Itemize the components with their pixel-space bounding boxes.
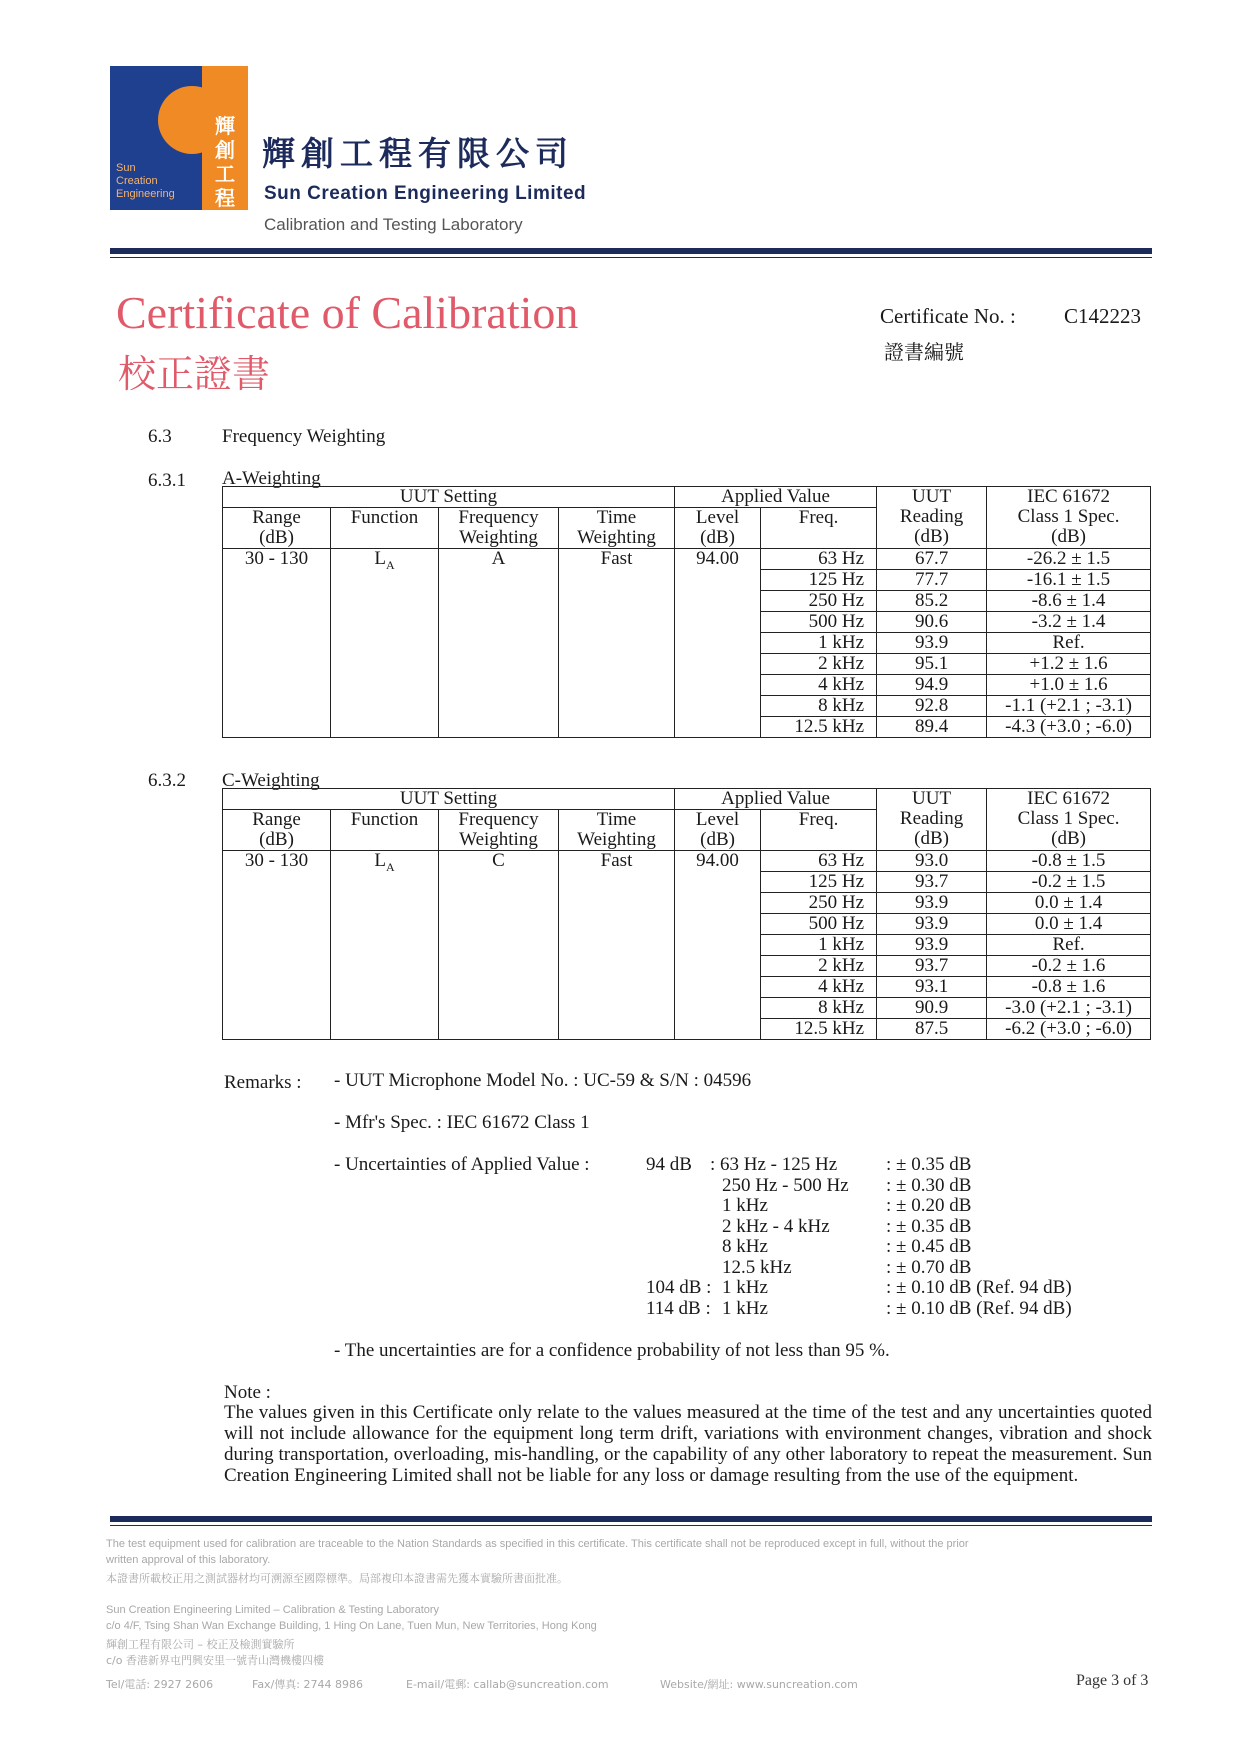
- uncert-frequency: 250 Hz - 500 Hz: [722, 1174, 849, 1196]
- spec-cell: -1.1 (+2.1 ; -3.1): [987, 696, 1151, 717]
- header-divider: [110, 248, 1152, 254]
- remark-microphone: - UUT Microphone Model No. : UC-59 & S/N : 04596: [334, 1070, 752, 1091]
- certificate-title-cn: 校正證書: [118, 352, 271, 396]
- uncert-value: : ± 0.35 dB: [886, 1154, 972, 1175]
- remarks-label: Remarks :: [224, 1072, 302, 1093]
- freq-cell: 250 Hz: [761, 591, 877, 612]
- uncert-value: : ± 0.10 dB (Ref. 94 dB): [886, 1297, 1072, 1319]
- freq-cell: 63 Hz: [761, 549, 877, 570]
- uncert-value: : ± 0.10 dB (Ref. 94 dB): [886, 1277, 1072, 1298]
- spec-cell: +1.0 ± 1.6: [987, 675, 1151, 696]
- reading-cell: 89.4: [877, 717, 987, 738]
- reading-cell: 67.7: [877, 549, 987, 570]
- subsection-title-a: A-Weighting: [222, 468, 321, 489]
- spec-cell: 0.0 ± 1.4: [987, 914, 1151, 935]
- freq-cell: 1 kHz: [761, 633, 877, 654]
- header-level: Level (dB): [675, 810, 761, 851]
- spec-cell: -0.8 ± 1.5: [987, 851, 1151, 872]
- header-uut-reading: UUT Reading (dB): [877, 487, 987, 549]
- spec-cell: -3.0 (+2.1 ; -3.1): [987, 998, 1151, 1019]
- certificate-number-label: Certificate No. :: [880, 304, 1016, 328]
- header-uut-reading: UUT Reading (dB): [877, 789, 987, 851]
- freq-cell: 1 kHz: [761, 935, 877, 956]
- company-logo: 輝 創 工 程 Sun Creation Engineering: [110, 66, 248, 210]
- reading-cell: 85.2: [877, 591, 987, 612]
- company-name-cn: 輝創工程有限公司: [262, 134, 574, 173]
- footer-address-company: Sun Creation Engineering Limited – Calibration & Testing Laboratory: [106, 1604, 440, 1616]
- a-weighting-table: [222, 486, 1151, 738]
- uncert-value: : ± 0.35 dB: [886, 1215, 972, 1237]
- uncert-value: : ± 0.45 dB: [886, 1236, 972, 1257]
- reading-cell: 93.9: [877, 914, 987, 935]
- function-cell: $L_A$: [331, 549, 439, 738]
- section-number: 6.3: [148, 426, 172, 447]
- company-lab-name: Calibration and Testing Laboratory: [264, 215, 523, 234]
- freq-cell: 12.5 kHz: [761, 1019, 877, 1040]
- subsection-number-a: 6.3.1: [148, 470, 186, 491]
- reading-cell: 87.5: [877, 1019, 987, 1040]
- uncert-level: 114 dB :: [646, 1297, 711, 1319]
- time-weighting-cell: Fast: [559, 549, 675, 738]
- spec-cell: -0.2 ± 1.6: [987, 956, 1151, 977]
- footer-fax: Fax/傳真: 2744 8986: [252, 1678, 363, 1691]
- footer-address-en: c/o 4/F, Tsing Shan Wan Exchange Building, 1 Hing On Lane, Tuen Mun, New Territories, Hong Kong: [106, 1620, 597, 1632]
- footer-traceability: The test equipment used for calibration are traceable to the Nation Standards as specified in this certificate. This certificate shall not be reproduced except in full, without the prior: [106, 1538, 969, 1550]
- certificate-number-label-cn: 證書編號: [884, 340, 964, 364]
- freq-cell: 2 kHz: [761, 654, 877, 675]
- level-cell: 94.00: [675, 549, 761, 738]
- spec-cell: -8.6 ± 1.4: [987, 591, 1151, 612]
- header-time-weighting: Time Weighting: [559, 810, 675, 851]
- certificate-title: Certificate of Calibration: [116, 287, 579, 338]
- header-freq: Freq.: [761, 508, 877, 549]
- page-number: Page 3 of 3: [1076, 1672, 1149, 1689]
- header-level: Level (dB): [675, 508, 761, 549]
- footer-divider-thin: [110, 1525, 1152, 1526]
- uncert-frequency: : 63 Hz - 125 Hz: [710, 1154, 838, 1175]
- footer-address-cn: c/o 香港新界屯門興安里一號青山灣機樓四樓: [106, 1654, 324, 1667]
- header-iec-spec: IEC 61672 Class 1 Spec. (dB): [987, 789, 1151, 851]
- reading-cell: 93.9: [877, 935, 987, 956]
- subsection-title-c: C-Weighting: [222, 770, 320, 791]
- uncert-frequency: 1 kHz: [722, 1277, 768, 1298]
- freq-cell: 12.5 kHz: [761, 717, 877, 738]
- uncert-value: : ± 0.70 dB: [886, 1256, 972, 1278]
- footer-tel: Tel/電話: 2927 2606: [106, 1678, 214, 1691]
- uncert-frequency: 1 kHz: [722, 1297, 768, 1319]
- freq-cell: 4 kHz: [761, 675, 877, 696]
- header-range: Range (dB): [223, 508, 331, 549]
- uncert-frequency: 1 kHz: [722, 1195, 768, 1216]
- level-cell: 94.00: [675, 851, 761, 1040]
- reading-cell: 93.7: [877, 956, 987, 977]
- header-iec-spec: IEC 61672 Class 1 Spec. (dB): [987, 487, 1151, 549]
- header-applied-value: Applied Value: [675, 789, 877, 810]
- uncert-level-94: 94 dB: [646, 1154, 692, 1175]
- header-range: Range (dB): [223, 810, 331, 851]
- uncert-frequency: 8 kHz: [722, 1236, 768, 1257]
- reading-cell: 93.1: [877, 977, 987, 998]
- remark-uncertainties-label: - Uncertainties of Applied Value :: [334, 1154, 590, 1175]
- reading-cell: 93.0: [877, 851, 987, 872]
- remark-mfr-spec: - Mfr's Spec. : IEC 61672 Class 1: [334, 1112, 590, 1133]
- uncert-value: : ± 0.20 dB: [886, 1195, 972, 1216]
- header-uut-setting: UUT Setting: [223, 487, 675, 508]
- spec-cell: 0.0 ± 1.4: [987, 893, 1151, 914]
- header-frequency-weighting: Frequency Weighting: [439, 810, 559, 851]
- spec-cell: -0.8 ± 1.6: [987, 977, 1151, 998]
- range-cell: 30 - 130: [223, 549, 331, 738]
- frequency-weighting-cell: C: [439, 851, 559, 1040]
- time-weighting-cell: Fast: [559, 851, 675, 1040]
- spec-cell: -16.1 ± 1.5: [987, 570, 1151, 591]
- freq-cell: 125 Hz: [761, 570, 877, 591]
- spec-cell: -0.2 ± 1.5: [987, 872, 1151, 893]
- header-uut-setting: UUT Setting: [223, 789, 675, 810]
- freq-cell: 125 Hz: [761, 872, 877, 893]
- spec-cell: -26.2 ± 1.5: [987, 549, 1151, 570]
- remark-confidence: - The uncertainties are for a confidence probability of not less than 95 %.: [334, 1340, 890, 1361]
- table-row: [223, 851, 1151, 872]
- header-function: Function: [331, 508, 439, 549]
- reading-cell: 77.7: [877, 570, 987, 591]
- frequency-weighting-cell: A: [439, 549, 559, 738]
- freq-cell: 500 Hz: [761, 612, 877, 633]
- footer-traceability-cn: 本證書所載校正用之測試器材均可溯源至國際標準。局部複印本證書需先獲本實驗所書面批准。: [106, 1572, 568, 1585]
- reading-cell: 94.9: [877, 675, 987, 696]
- freq-cell: 2 kHz: [761, 956, 877, 977]
- company-name-en: Sun Creation Engineering Limited: [264, 183, 587, 204]
- freq-cell: 500 Hz: [761, 914, 877, 935]
- note-label: Note :: [224, 1382, 271, 1403]
- footer-email: E-mail/電郵: callab@suncreation.com: [406, 1678, 609, 1691]
- subsection-number-c: 6.3.2: [148, 770, 186, 791]
- freq-cell: 63 Hz: [761, 851, 877, 872]
- footer-company-cn: 輝創工程有限公司 – 校正及檢測實驗所: [106, 1638, 295, 1651]
- spec-cell: -6.2 (+3.0 ; -6.0): [987, 1019, 1151, 1040]
- section-title: Frequency Weighting: [222, 426, 386, 447]
- footer-approval: written approval of this laboratory.: [106, 1554, 271, 1566]
- spec-cell: Ref.: [987, 633, 1151, 654]
- spec-cell: Ref.: [987, 935, 1151, 956]
- header-applied-value: Applied Value: [675, 487, 877, 508]
- reading-cell: 93.9: [877, 893, 987, 914]
- footer-website: Website/網址: www.suncreation.com: [660, 1678, 858, 1691]
- reading-cell: 93.9: [877, 633, 987, 654]
- uncert-value: : ± 0.30 dB: [886, 1174, 972, 1196]
- footer-divider: [110, 1516, 1152, 1522]
- note-body: The values given in this Certificate only relate to the values measured at the time of the test and any uncertainties quoted will not include allowance for the equipment long term drift, variations with environment changes, vibration and shock during transportation, overloading, mis-handling, or the capability of any other laboratory to repeat the measurement. Sun Creation Engineering Limited shall not be liable for any loss or damage resulting from the use of the equipment.: [224, 1402, 1152, 1486]
- spec-cell: -4.3 (+3.0 ; -6.0): [987, 717, 1151, 738]
- freq-cell: 8 kHz: [761, 998, 877, 1019]
- header-time-weighting: Time Weighting: [559, 508, 675, 549]
- reading-cell: 93.7: [877, 872, 987, 893]
- header-frequency-weighting: Frequency Weighting: [439, 508, 559, 549]
- reading-cell: 95.1: [877, 654, 987, 675]
- spec-cell: -3.2 ± 1.4: [987, 612, 1151, 633]
- header-freq: Freq.: [761, 810, 877, 851]
- certificate-number-value: C142223: [1064, 304, 1142, 328]
- uncert-level: 104 dB :: [646, 1277, 712, 1298]
- header-divider-thin: [110, 257, 1152, 258]
- table-row: [223, 549, 1151, 570]
- range-cell: 30 - 130: [223, 851, 331, 1040]
- reading-cell: 90.6: [877, 612, 987, 633]
- reading-cell: 90.9: [877, 998, 987, 1019]
- function-cell: $L_A$: [331, 851, 439, 1040]
- header-function: Function: [331, 810, 439, 851]
- reading-cell: 92.8: [877, 696, 987, 717]
- freq-cell: 4 kHz: [761, 977, 877, 998]
- freq-cell: 250 Hz: [761, 893, 877, 914]
- uncert-frequency: 12.5 kHz: [722, 1256, 792, 1278]
- freq-cell: 8 kHz: [761, 696, 877, 717]
- uncert-frequency: 2 kHz - 4 kHz: [722, 1215, 830, 1237]
- spec-cell: +1.2 ± 1.6: [987, 654, 1151, 675]
- c-weighting-table: [222, 788, 1151, 1040]
